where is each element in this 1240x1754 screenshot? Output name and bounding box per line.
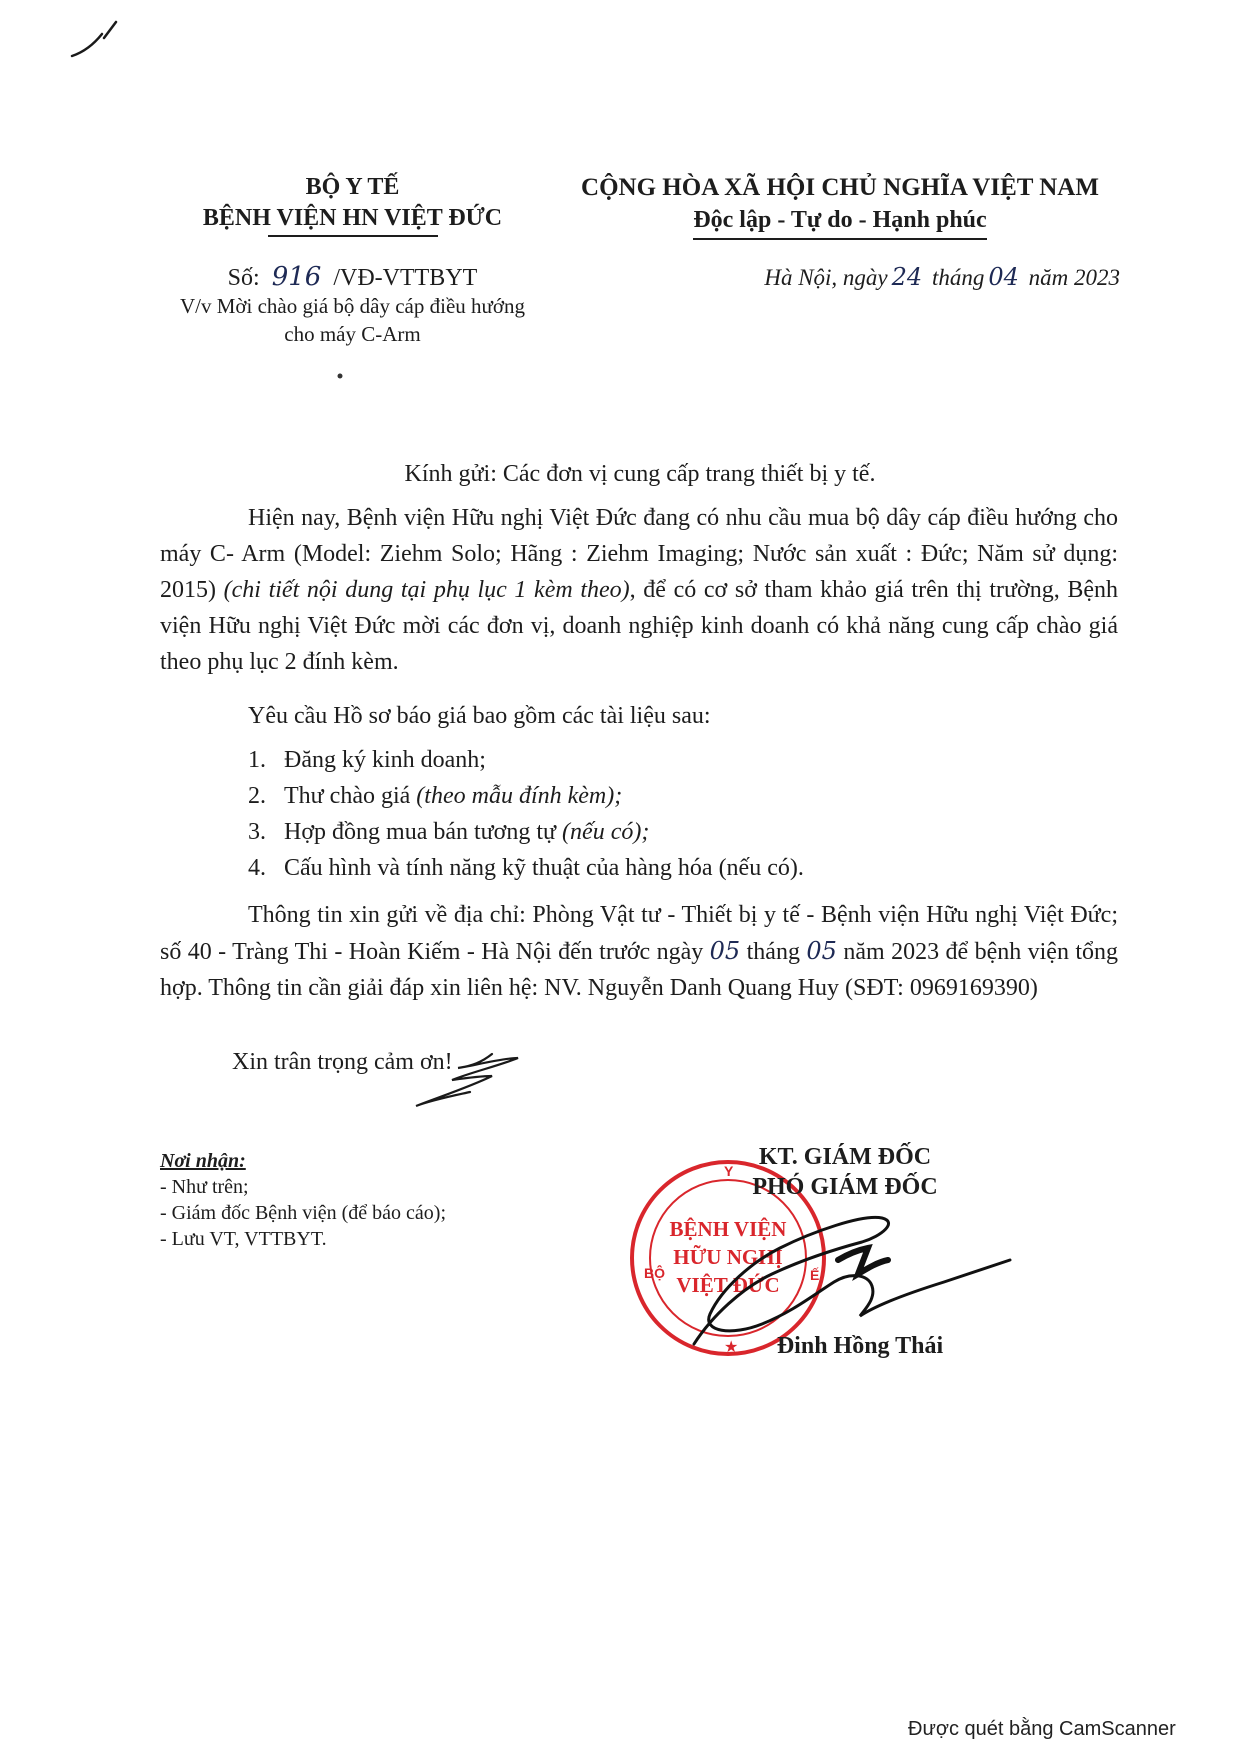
recipient-item: - Lưu VT, VTTBYT. — [160, 1228, 327, 1250]
requirements-list — [248, 742, 804, 886]
recipient-item: - Như trên; — [160, 1176, 249, 1198]
closing-thanks: Xin trân trọng cảm ơn! — [232, 1049, 453, 1075]
document-subject: V/v Mời chào giá bộ dây cáp điều hướng cho máy C-Arm — [179, 294, 525, 346]
hospital-name: BỆNH VIỆN HN VIỆT ĐỨC — [202, 205, 503, 231]
paragraph-request: Hiện nay, Bệnh viện Hữu nghị Việt Đức đang có nhu cầu mua bộ dây cáp điều hướng cho máy C- Arm (Model: Ziehm Solo; Hãng : Ziehm Imaging; Nước sản xuất : Đức; Năm sử dụng: 2015) (chi tiết nội dung tại phụ lục 1 kèm theo), để có cơ sở tham khảo giá trên thị trường, Bệnh viện Hữu nghị Việt Đức mời các đơn vị, doanh nghiệp kinh doanh có khả năng cung cấp chào giá theo phụ lục 2 đính kèm. — [160, 505, 1119, 675]
handwritten-month: 04 — [988, 263, 1019, 291]
salutation: Kính gửi: Các đơn vị cung cấp trang thiết bị y tế. — [404, 461, 876, 487]
list-item: 2. Thư chào giá (theo mẫu đính kèm); — [248, 783, 623, 809]
svg-text:★: ★ — [724, 1339, 739, 1356]
signer-title: PHÓ GIÁM ĐỐC — [752, 1174, 938, 1200]
signer-authority: KT. GIÁM ĐỐC — [758, 1144, 932, 1170]
list-item: 3. Hợp đồng mua bán tương tự (nếu có); — [248, 819, 650, 845]
ministry-name: BỘ Y TẾ — [305, 174, 400, 200]
national-motto: Độc lập - Tự do - Hạnh phúc — [693, 204, 986, 240]
recipients-title: Nơi nhận: — [160, 1150, 246, 1172]
initials-signature — [412, 1052, 522, 1112]
handwritten-deadline-month: 05 — [806, 937, 837, 965]
dot-mark — [336, 372, 344, 380]
document-date: Hà Nội, ngày 24 tháng 04 năm 2023 — [764, 263, 1120, 291]
handwritten-deadline-day: 05 — [709, 937, 741, 965]
svg-text:Ế: Ế — [810, 1267, 820, 1283]
handwritten-day: 24 — [891, 263, 923, 291]
issuer-block — [170, 172, 535, 234]
appendix-reference: (chi tiết nội dung tại phụ lục 1 kèm theo) — [223, 577, 630, 603]
hospital-underline — [268, 234, 438, 238]
republic-name: CỘNG HÒA XÃ HỘI CHỦ NGHĨA VIỆT NAM — [581, 174, 1099, 201]
handwritten-signature — [682, 1196, 1012, 1346]
stamp-text-line: HỮU NGHỊ — [673, 1245, 783, 1269]
recipients-block — [160, 1148, 446, 1252]
stamp-text-line: VIỆT ĐỨC — [676, 1273, 780, 1297]
paragraph-contact: Thông tin xin gửi về địa chỉ: Phòng Vật tư - Thiết bị y tế - Bệnh viện Hữu nghị Việt Đức; số 40 - Tràng Thi - Hoàn Kiếm - Hà Nội đến trước ngày 05 tháng 05 năm 2023 để bệnh viện tổng hợp. Thông tin cần giải đáp xin liên hệ: NV. Nguyễn Danh Quang Huy (SĐT: 0969169390) — [160, 902, 1119, 1001]
list-item: 4. Cấu hình và tính năng kỹ thuật của hàng hóa (nếu có). — [248, 855, 804, 881]
requirements-intro: Yêu cầu Hồ sơ báo giá bao gồm các tài liệu sau: — [248, 703, 711, 729]
handwritten-number: 916 — [271, 262, 322, 292]
scanner-watermark: Được quét bằng CamScanner — [908, 1718, 1176, 1740]
national-heading — [560, 172, 1120, 240]
stamp-text-line: BỆNH VIỆN — [669, 1217, 787, 1241]
handwritten-mark — [66, 18, 126, 58]
svg-text:BỘ: BỘ — [644, 1265, 665, 1281]
recipient-item: - Giám đốc Bệnh viện (để báo cáo); — [160, 1202, 447, 1224]
svg-text:Y: Y — [724, 1163, 734, 1179]
list-item: 1. Đăng ký kinh doanh; — [248, 747, 486, 773]
document-number: Số: 916 /VĐ-VTTBYT — [227, 262, 478, 292]
signer-name: Đinh Hồng Thái — [776, 1333, 944, 1359]
